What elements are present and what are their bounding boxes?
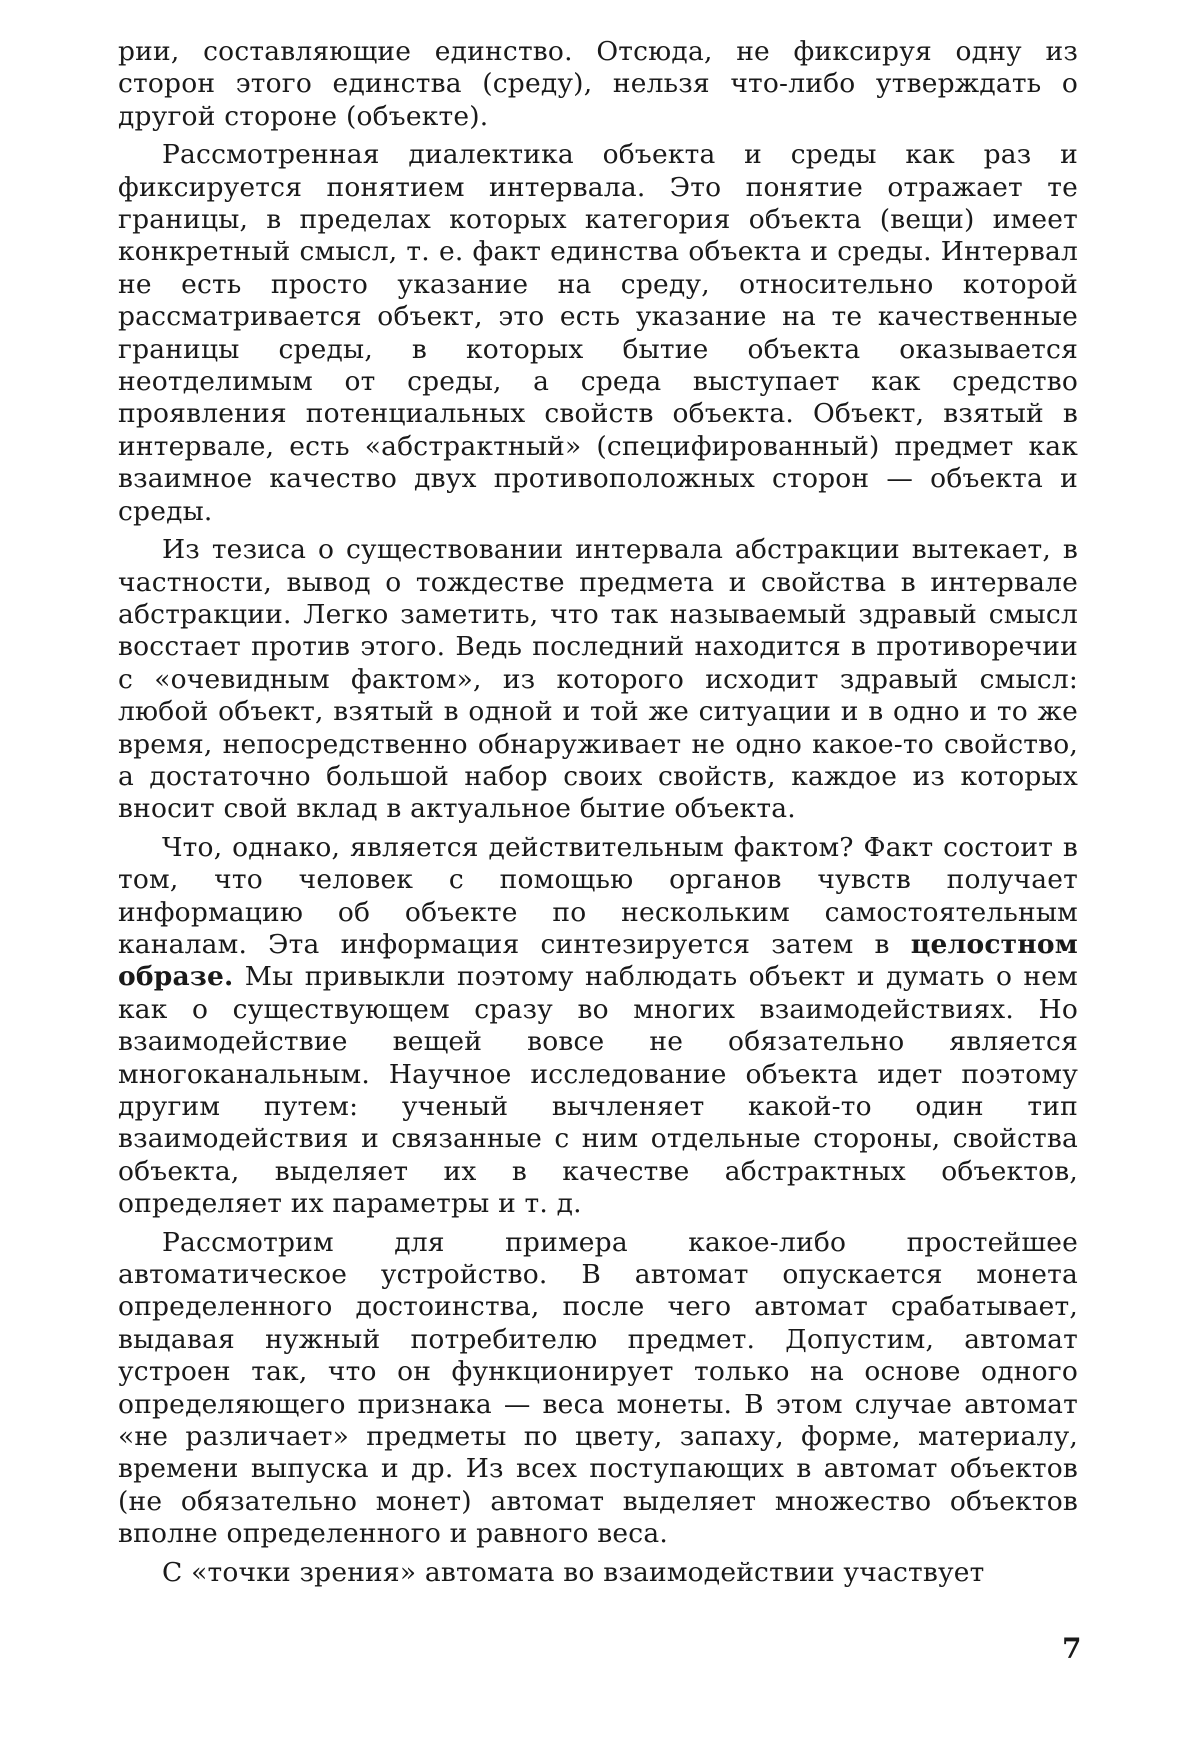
- document-page: [118, 36, 1078, 1726]
- paragraph-1: рии, составляющие единство. Отсюда, не фиксируя одну из сторон этого единства (среду), нельзя что-либо утверждать о другой стороне (объекте).: [118, 36, 1078, 132]
- paragraph-2: Рассмотренная диалектика объекта и среды как раз и фиксируется понятием интервала. Это понятие отражает те границы, в пределах которых категория объекта (вещи) имеет конкретный смысл, т. е. факт единства объекта и среды. Интервал не есть просто указание на среду, относительно которой рассматривается объект, это есть указание на те качественные границы среды, в которых бытие объекта оказывается неотделимым от среды, а среда выступает как средство проявления потенциальных свойств объекта. Объект, взятый в интервале, есть «абстрактный» (специфированный) предмет как взаимное качество двух противоположных сторон — объекта и среды.: [118, 139, 1078, 527]
- paragraph-3: Из тезиса о существовании интервала абстракции вытекает, в частности, вывод о тождестве предмета и свойства в интервале абстракции. Легко заметить, что так называемый здравый смысл восстает против этого. Ведь последний находится в противоречии с «очевидным фактом», из которого исходит здравый смысл: любой объект, взятый в одной и той же ситуации и в одно и то же время, непосредственно обнаруживает не одно какое-то свойство, а достаточно большой набор своих свойств, каждое из которых вносит свой вклад в актуальное бытие объекта.: [118, 534, 1078, 825]
- paragraph-4-bold-term: целостном образе.: [118, 928, 1078, 993]
- paragraph-5: Рассмотрим для примера какое-либо простейшее автоматическое устройство. В автомат опускается монета определенного достоинства, после чего автомат срабатывает, выдавая нужный потребителю предмет. Допустим, автомат устроен так, что он функционирует только на основе одного определяющего признака — веса монеты. В этом случае автомат «не различает» предметы по цвету, запаху, форме, материалу, времени выпуска и др. Из всех поступающих в автомат объектов (не обязательно монет) автомат выделяет множество объектов вполне определенного и равного веса.: [118, 1226, 1078, 1550]
- page-number: 7: [1062, 1632, 1082, 1665]
- paragraph-4-text-before: Что, однако, является действительным фактом? Факт состоит в том, что человек с помощью органов чувств получает информацию об объекте по нескольким самостоятельным каналам. Эта информация синтезируется затем в: [118, 831, 1078, 960]
- paragraph-4-text-after: Мы привыкли поэтому наблюдать объект и думать о нем как о существующем сразу во многих взаимодействиях. Но взаимодействие вещей вовсе не обязательно является многоканальным. Научное исследование объекта идет поэтому другим путем: ученый вычленяет какой-то один тип взаимодействия и связанные с ним отдельные стороны, свойства объекта, выделяет их в качестве абстрактных объектов, определяет их параметры и т. д.: [118, 961, 1078, 1220]
- paragraph-6: С «точки зрения» автомата во взаимодействии участвует: [162, 1556, 985, 1588]
- paragraph-4: [118, 832, 1078, 1221]
